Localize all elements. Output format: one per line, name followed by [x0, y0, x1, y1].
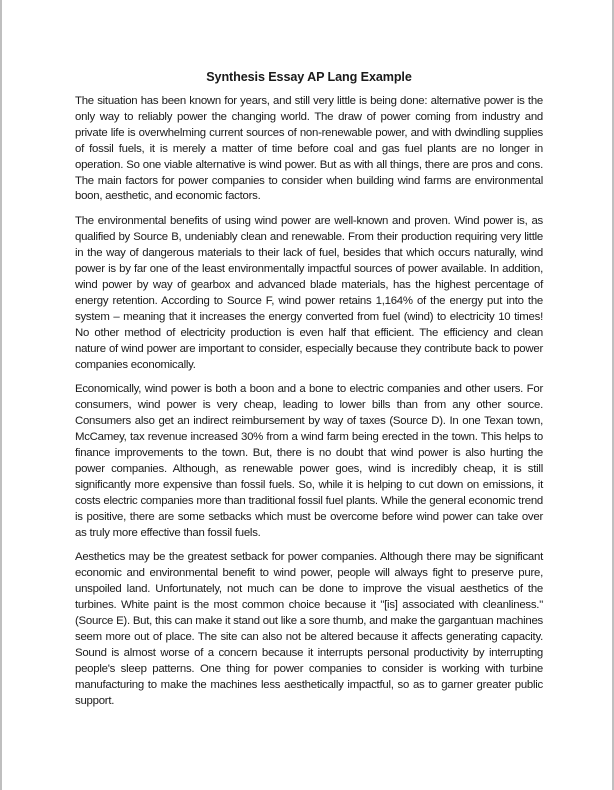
- paragraph-environmental: The environmental benefits of using wind power are well-known and proven. Wind power is, as qualified by Source B, undeniably clean and renewable. From their production requiring very little in the way of dangerous materials to their lack of fuel, besides that which occurs naturally, wind power is by far one of the least environmentally impactful sources of power available. In addition, wind power by way of gearbox and advanced blade materials, has the highest percentage of energy retention. According to Source F, wind power retains 1,164% of the energy put into the system – meaning that it increases the energy converted from fuel (wind) to electricity 10 times! No other method of electricity production is even half that efficient. The efficiency and clean nature of wind power are important to consider, especially because they contribute back to power companies economically.: [75, 215, 543, 371]
- document-content: [75, 68, 543, 719]
- paragraph-aesthetics: Aesthetics may be the greatest setback for power companies. Although there may be significant economic and environmental benefit to wind power, people will always fight to preserve pure, unspoiled land. Unfortunately, not much can be done to improve the visual aesthetics of the turbines. White paint is the most common choice because it "[is] associated with cleanliness." (Source E). But, this can make it stand out like a sore thumb, and make the gargantuan machines seem more out of place. The site can also not be altered because it affects generating capacity. Sound is almost worse of a concern because it interrupts personal productivity by interrupting people's sleep patterns. One thing for power companies to consider is working with turbine manufacturing to make the machines less aesthetically impactful, so as to garner greater public support.: [75, 551, 543, 707]
- essay-title: Synthesis Essay AP Lang Example: [206, 70, 412, 84]
- paragraph-economic: Economically, wind power is both a boon and a bone to electric companies and other users. For consumers, wind power is very cheap, leading to lower bills than from any other source. Consumers also get an indirect reimbursement by way of taxes (Source D). In one Texan town, McCamey, tax revenue increased 30% from a wind farm being erected in the town. This helps to finance improvements to the town. But, there is no doubt that wind power is also hurting the power companies. Although, as renewable power goes, wind is incredibly cheap, it is still significantly more expensive than fossil fuels. So, while it is helping to cut down on emissions, it costs electric companies more than traditional fossil fuel plants. While the general economic trend is positive, there are some setbacks which must be overcome before wind power can take over as truly more effective than fossil fuels.: [75, 383, 543, 539]
- paragraph-introduction: The situation has been known for years, and still very little is being done: alternative power is the only way to reliably power the changing world. The draw of power coming from industry and private life is overwhelming current sources of non-renewable power, and with dwindling supplies of fossil fuels, it is merely a matter of time before coal and gas fuel plants are no longer in operation. So one viable alternative is wind power. But as with all things, there are pros and cons. The main factors for power companies to consider when building wind farms are environmental boon, aesthetic, and economic factors.: [75, 95, 543, 203]
